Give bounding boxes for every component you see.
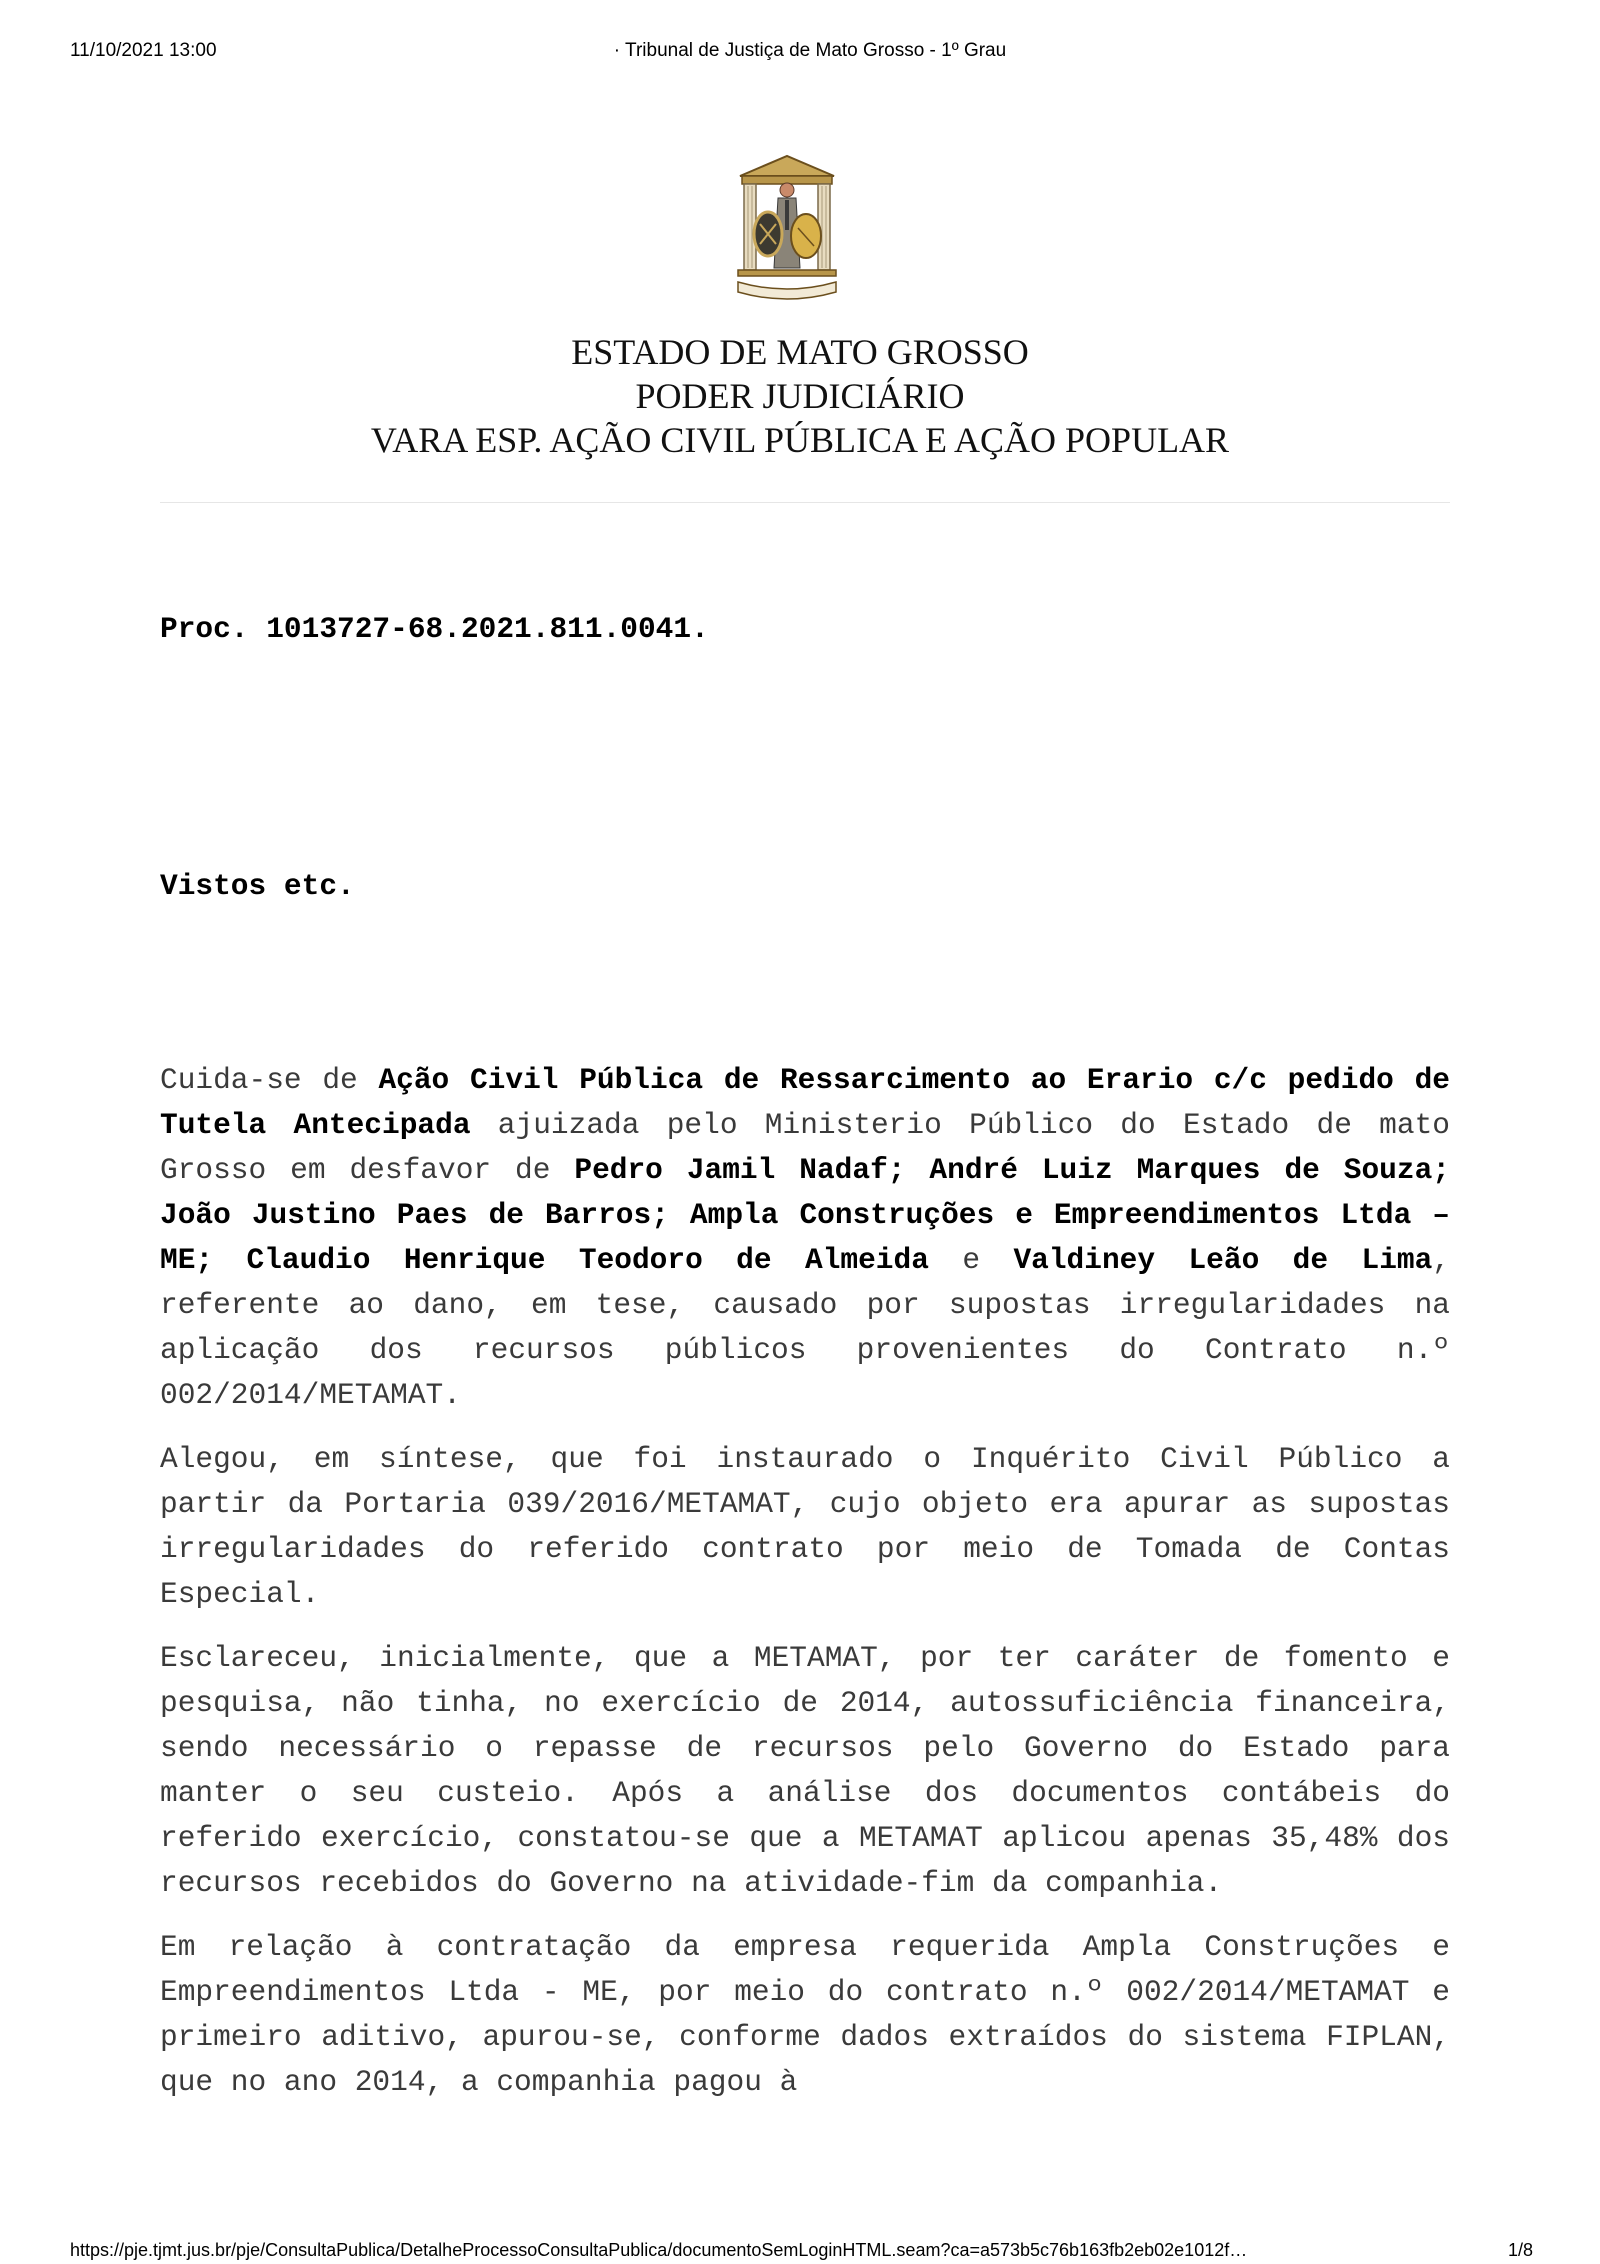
process-number: Proc. 1013727-68.2021.811.0041. [160, 612, 709, 646]
p1-bold-defendants: Pedro Jamil Nadaf; André Luiz Marques de Souza; João Justino Paes de Barros; Ampla Construções e Empreendimentos Ltda – ME; Claudio Henrique Teodoro de Almeida [160, 1153, 1450, 1277]
print-url: https://pje.tjmt.jus.br/pje/ConsultaPublica/DetalheProcessoConsultaPublica/documentoSemLoginHTML.seam?ca=a573b5c76b163fb2eb02e1012f… [70, 2240, 1248, 2260]
heading-judiciary: PODER JUDICIÁRIO [635, 376, 965, 416]
p1-text-3: e [928, 1243, 1014, 1277]
heading-court-division: VARA ESP. AÇÃO CIVIL PÚBLICA E AÇÃO POPULAR [370, 420, 1230, 460]
p1-text-1: Cuida-se de [160, 1063, 379, 1097]
court-emblem-icon [732, 150, 842, 302]
document-body [160, 1058, 1450, 2124]
header-divider [160, 502, 1450, 503]
court-heading [0, 330, 1600, 462]
print-footer [0, 2240, 1600, 2264]
p1-bold-last-defendant: Valdiney Leão de Lima [1013, 1243, 1433, 1277]
print-datetime: 11/10/2021 13:00 [70, 40, 217, 61]
greeting: Vistos etc. [160, 869, 355, 903]
paragraph-2: Alegou, em síntese, que foi instaurado o Inquérito Civil Público a partir da Portaria 039/2016/METAMAT, cujo objeto era apurar as supostas irregularidades do referido contrato por meio de Tomada de Contas Especial. [160, 1442, 1450, 1611]
print-header [0, 40, 1600, 68]
paragraph-4: Em relação à contratação da empresa requerida Ampla Construções e Empreendimentos Ltda - ME, por meio do contrato n.º 002/2014/METAMAT e primeiro aditivo, apurou-se, conforme dados extraídos do sistema FIPLAN, que no ano 2014, a companhia pagou à [160, 1930, 1450, 2099]
paragraph-1 [160, 1058, 1450, 1418]
print-site-title: · Tribunal de Justiça de Mato Grosso - 1º Grau [613, 40, 1007, 61]
p1-bold-action-type: Ação Civil Pública de Ressarcimento ao Erario c/c pedido de Tutela Antecipada [160, 1063, 1450, 1142]
page-number: 1/8 [1508, 2240, 1534, 2260]
heading-state: ESTADO DE MATO GROSSO [571, 332, 1029, 372]
paragraph-3: Esclareceu, inicialmente, que a METAMAT, por ter caráter de fomento e pesquisa, não tinha, no exercício de 2014, autossuficiência financeira, sendo necessário o repasse de recursos pelo Governo do Estado para manter o seu custeio. Após a análise dos documentos contábeis do referido exercício, constatou-se que a METAMAT aplicou apenas 35,48% dos recursos recebidos do Governo na atividade-fim da companhia. [160, 1641, 1450, 1900]
p1-text-4: , referente ao dano, em tese, causado por supostas irregularidades na aplicação dos recursos públicos provenientes do Contrato n.º 002/2014/METAMAT. [160, 1243, 1451, 1412]
p1-text-2: ajuizada pelo Ministerio Público do Estado de mato Grosso em desfavor de [160, 1108, 1450, 1187]
